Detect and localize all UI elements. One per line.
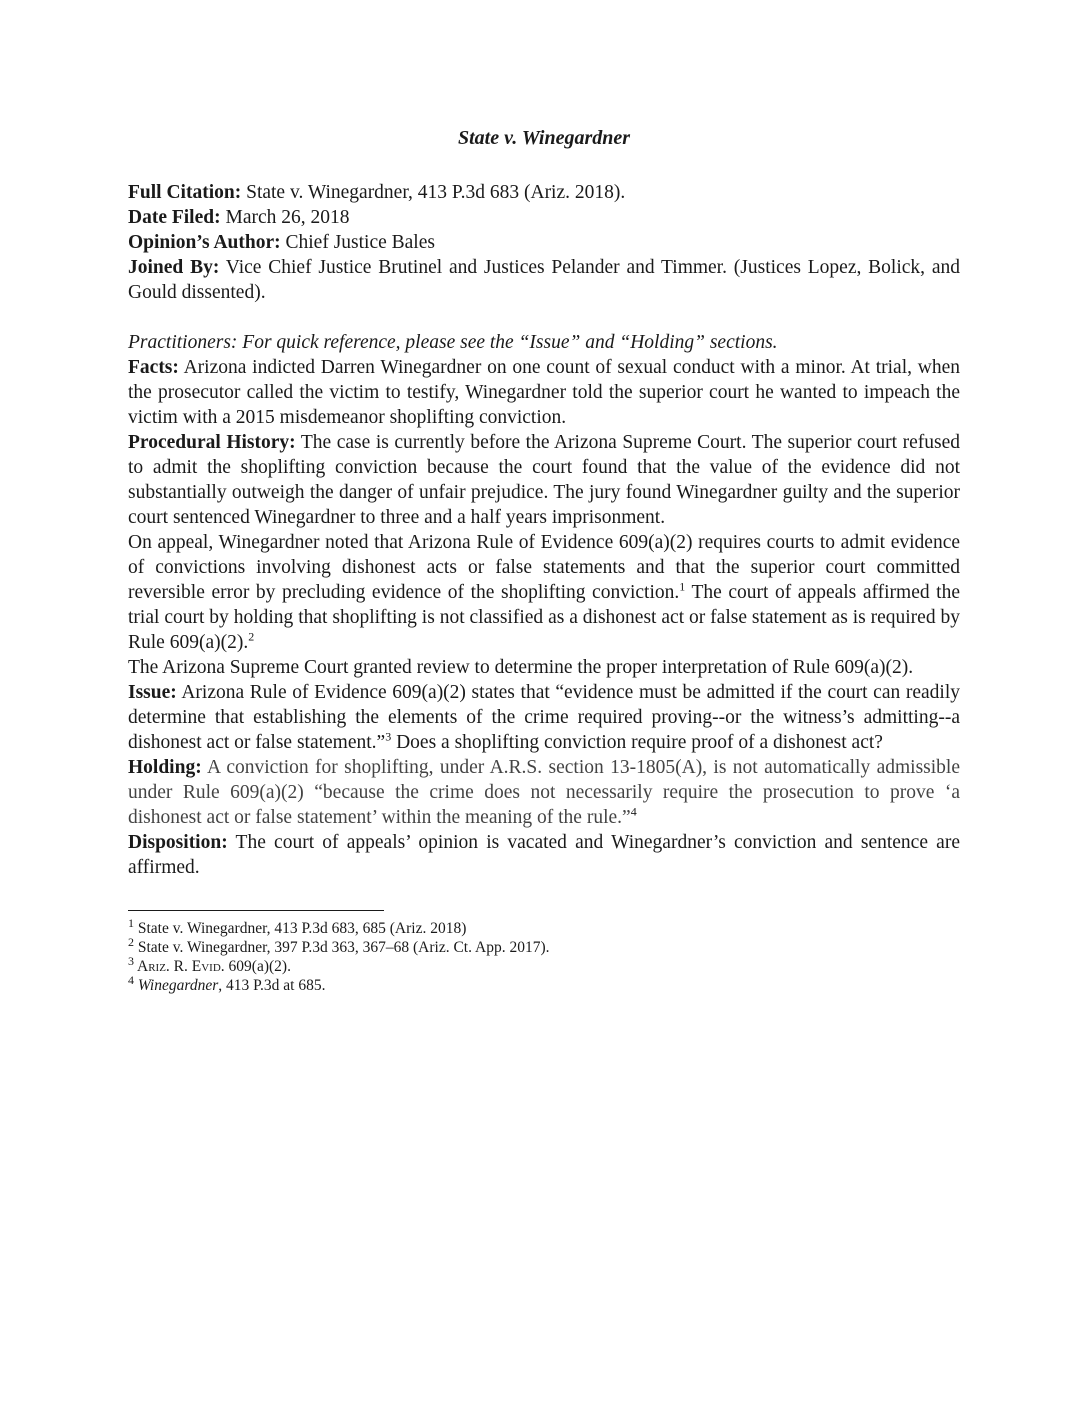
footnote-4-case: Winegardner [134,977,219,994]
author-label: Opinion’s Author: [128,232,281,253]
footnotes [128,915,960,995]
footnote-1 [128,915,960,938]
date-filed-line [128,205,960,230]
date-filed-value: March 26, 2018 [220,207,350,228]
footnote-1-text: State v. Winegardner, 413 P.3d 683, 685 (Ariz. 2018) [134,920,467,937]
footnote-2-number: 2 [128,934,134,949]
facts-section [128,355,960,430]
case-metadata [128,180,960,305]
joined-by-label: Joined By: [128,257,220,278]
disposition-text: The court of appeals’ opinion is vacated and Winegardner’s conviction and sentence are affirmed. [128,832,960,878]
footnote-divider [128,910,384,911]
issue-text-b: Does a shoplifting conviction require proof of a dishonest act? [391,732,883,753]
holding-text: A conviction for shoplifting, under A.R.S. section 13-1805(A), is not automatically admissible under Rule 609(a)(2) “because the crime does not necessarily require the prosecution to prove ‘a dishonest act or false statement’ within the meaning of the rule.” [128,757,960,828]
issue-text-a: Arizona Rule of Evidence 609(a)(2) states that “evidence must be admitted if the court can readily determine that establishing the elements of the crime required proving--or the witness’s admitting--a dishonest act or false statement.” [128,682,960,753]
appeal-paragraph [128,530,960,655]
footnote-4-number: 4 [128,972,134,987]
footnote-1-number: 1 [128,915,134,930]
document-page [128,126,960,995]
footnote-3-text: 609(a)(2). [224,958,291,975]
footnote-4-text: , 413 P.3d at 685. [218,977,326,994]
footnote-ref-3: 3 [385,729,392,744]
footnote-2 [128,934,960,957]
holding-label: Holding: [128,757,202,778]
facts-text: Arizona indicted Darren Winegardner on one count of sexual conduct with a minor. At trial, when the prosecutor called the victim to testify, Winegardner told the superior court he wanted to impeach the victim with a 2015 misdemeanor shoplifting conviction. [128,357,960,428]
footnote-2-text: State v. Winegardner, 397 P.3d 363, 367–68 (Ariz. Ct. App. 2017). [134,939,550,956]
footnote-ref-1: 1 [679,579,686,594]
full-citation-value: State v. Winegardner, 413 P.3d 683 (Ariz. 2018). [241,182,626,203]
facts-label: Facts: [128,357,179,378]
holding-section [128,755,960,830]
footnote-3-number: 3 [128,953,134,968]
date-filed-label: Date Filed: [128,207,221,228]
joined-by-value: Vice Chief Justice Brutinel and Justices Pelander and Timmer. (Justices Lopez, Bolick, and Gould dissented). [128,257,960,303]
appeal-text-a: On appeal, Winegardner noted that Arizona Rule of Evidence 609(a)(2) requires courts to admit evidence of convictions involving dishonest acts or false statements and that the superior court committed reversible error by precluding evidence of the shoplifting conviction. [128,532,960,603]
procedural-history-section [128,430,960,530]
disposition-label: Disposition: [128,832,228,853]
footnote-ref-2: 2 [248,629,255,644]
author-line [128,230,960,255]
issue-section [128,680,960,755]
procedural-history-text: The case is currently before the Arizona Supreme Court. The superior court refused to admit the shoplifting conviction because the court found that the value of the evidence did not substantially outweigh the danger of unfair prejudice. The jury found Winegardner guilty and the superior court sentenced Winegardner to three and a half years imprisonment. [128,432,960,528]
footnote-ref-4: 4 [630,804,637,819]
footnote-3 [128,953,960,976]
joined-by-line [128,255,960,305]
review-paragraph: The Arizona Supreme Court granted review to determine the proper interpretation of Rule 609(a)(2). [128,657,914,678]
footnote-3-source: Ariz. R. Evid. [134,958,225,975]
disposition-section [128,830,960,880]
case-title: State v. Winegardner [457,127,631,149]
author-value: Chief Justice Bales [280,232,435,253]
practitioners-note: Practitioners: For quick reference, please see the “Issue” and “Holding” sections. [128,332,778,353]
issue-label: Issue: [128,682,177,703]
full-citation-line [128,180,960,205]
full-citation-label: Full Citation: [128,182,242,203]
procedural-history-label: Procedural History: [128,432,296,453]
footnote-4 [128,972,960,995]
appeal-text-b: The court of appeals affirmed the trial court by holding that shoplifting is not classified as a dishonest act or false statement as is required by Rule 609(a)(2). [128,582,961,653]
